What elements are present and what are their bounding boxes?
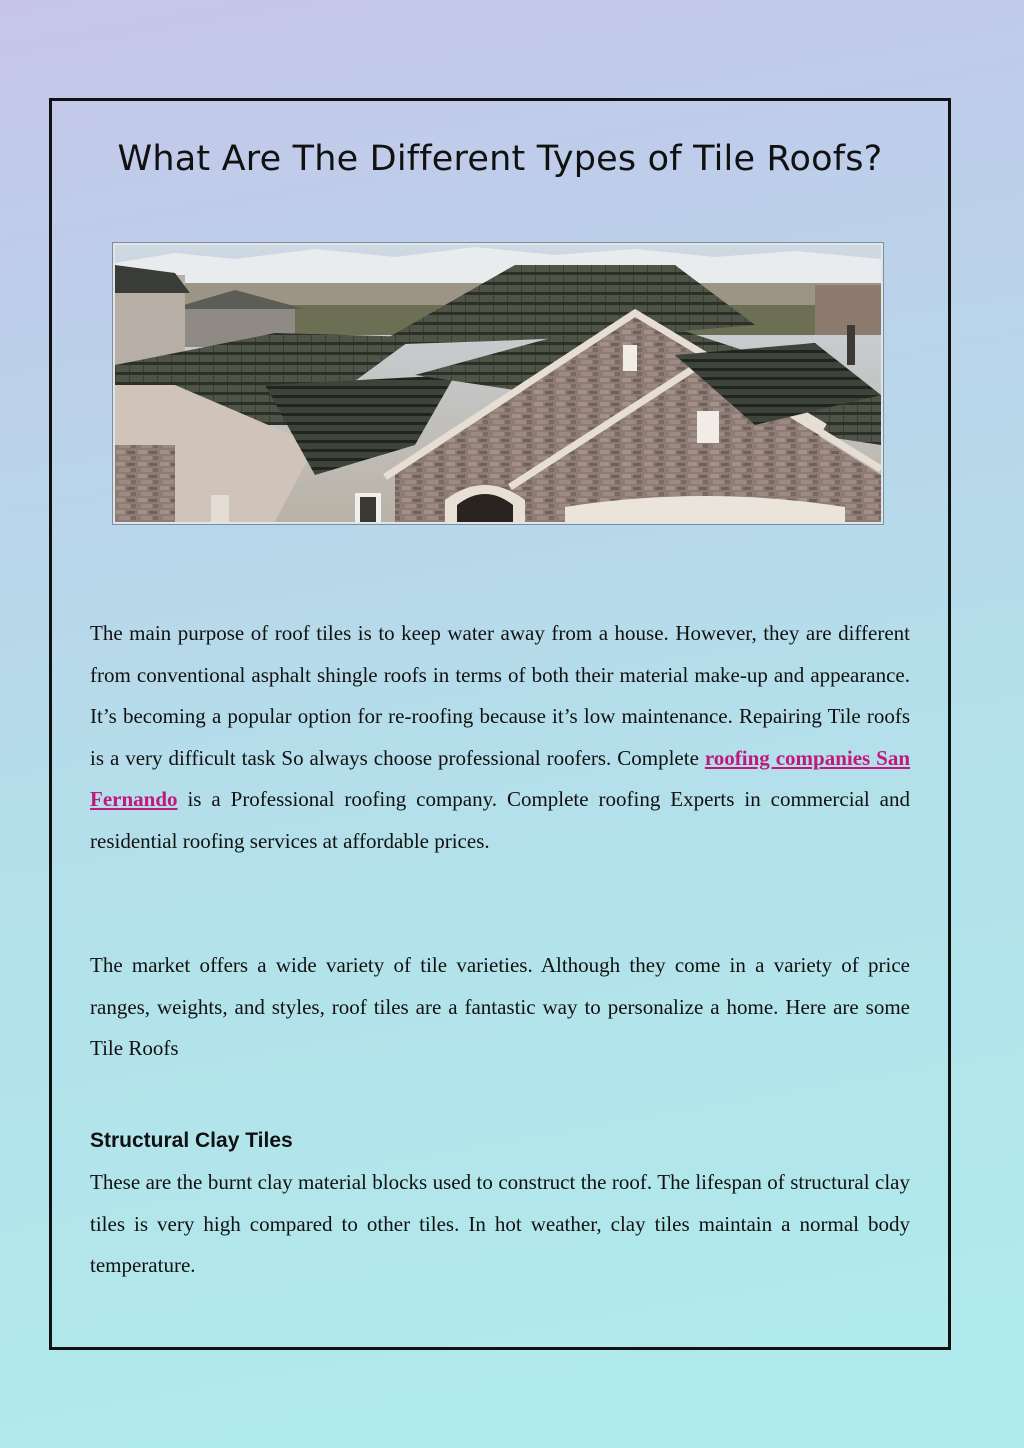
section-heading: Structural Clay Tiles	[90, 1129, 293, 1152]
intro-text-start: The main purpose of roof tiles is to keep water away from a house. However, they are different from conventional asphalt shingle roofs in terms of both their material make-up and appearance. It’s becoming a popular option for re-roofing because it’s low maintenance. Repairing Tile roofs is a very difficult task So always choose professional roofers. Complete	[90, 621, 910, 770]
market-paragraph: The market offers a wide variety of tile varieties. Although they come in a variety of price ranges, weights, and styles, roof tiles are a fantastic way to personalize a home. Here are some Tile Roofs	[90, 953, 910, 1061]
intro-paragraph	[90, 613, 910, 863]
document-frame	[49, 98, 951, 1350]
roof-illustration	[115, 245, 881, 522]
roofing-companies-link[interactable]: roofing companies San Fernando	[90, 745, 911, 812]
page-title: What Are The Different Types of Tile Roofs?	[117, 139, 883, 179]
clay-tiles-paragraph: These are the burnt clay material blocks used to construct the roof. The lifespan of structural clay tiles is very high compared to other tiles. In hot weather, clay tiles maintain a normal body temperature.	[90, 1170, 910, 1278]
tile-roof-house-photo	[112, 242, 884, 525]
intro-text-end: is a Professional roofing company. Complete roofing Experts in commercial and residential roofing services at affordable prices.	[90, 787, 910, 853]
